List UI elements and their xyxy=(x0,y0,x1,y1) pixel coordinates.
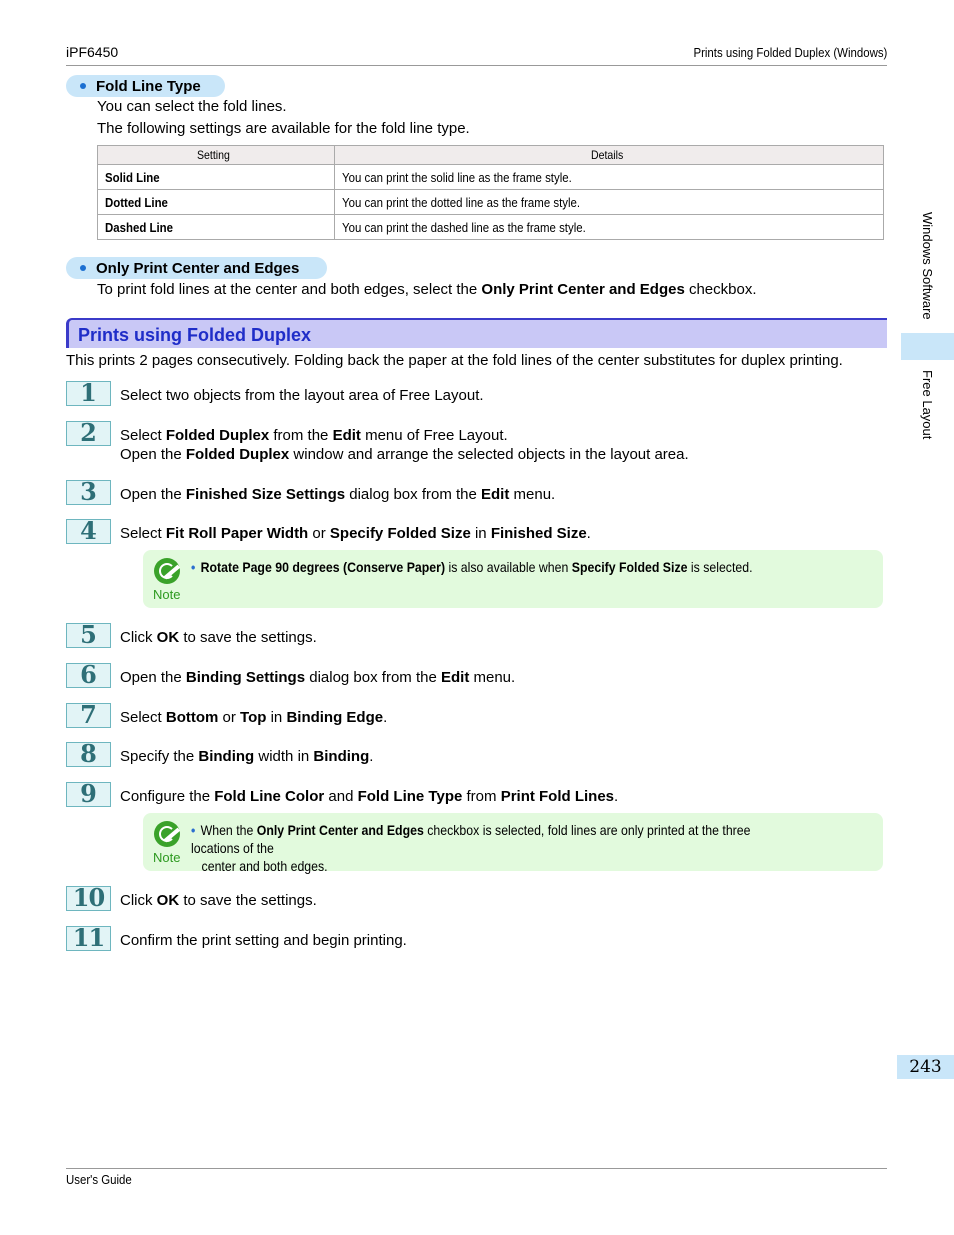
bullet-icon xyxy=(80,265,86,271)
table-row xyxy=(98,215,884,240)
fold-line-settings-table xyxy=(97,145,884,240)
table-cell-setting: Solid Line xyxy=(98,165,335,190)
step-text: Configure the Fold Line Color and Fold Line Type from Print Fold Lines. xyxy=(120,788,619,805)
step-text: Confirm the print setting and begin printing. xyxy=(120,932,407,949)
step-text: Select Folded Duplex from the Edit menu of Free Layout. Open the Folded Duplex window and arrange the selected objects in the layout area. xyxy=(120,427,689,463)
table-header-cell: Setting xyxy=(98,146,335,165)
note-pencil-icon xyxy=(154,821,180,847)
note-text: • When the Only Print Center and Edges checkbox is selected, fold lines are only printed at the three locations of the center and both edges. xyxy=(191,822,751,874)
step-text: Select Bottom or Top in Binding Edge. xyxy=(120,709,388,726)
header-divider xyxy=(66,65,887,66)
paragraph: To print fold lines at the center and both edges, select the Only Print Center and Edges checkbox. xyxy=(97,281,757,298)
bullet-icon xyxy=(80,83,86,89)
step-text: Specify the Binding width in Binding. xyxy=(120,748,374,765)
table-cell-details: You can print the dotted line as the frame style. xyxy=(335,190,884,215)
table-header-cell: Details xyxy=(335,146,884,165)
step-text: Click OK to save the settings. xyxy=(120,892,317,909)
heading-label: Fold Line Type xyxy=(96,77,201,95)
page-number: 243 xyxy=(897,1055,954,1079)
step-text: Select two objects from the layout area of Free Layout. xyxy=(120,387,484,404)
sidebar-tab-label: Windows Software xyxy=(920,212,935,320)
section-intro: This prints 2 pages consecutively. Folding back the paper at the fold lines of the center substitutes for duplex printing. xyxy=(66,352,843,369)
step-number: 5 xyxy=(66,623,111,648)
table-row xyxy=(98,190,884,215)
note-box xyxy=(143,813,883,874)
note-pencil-icon xyxy=(154,558,180,584)
table-cell-setting: Dashed Line xyxy=(98,215,335,240)
header-section-title: Prints using Folded Duplex (Windows) xyxy=(693,45,887,60)
step-text: Open the Finished Size Settings dialog box from the Edit menu. xyxy=(120,486,556,503)
table-cell-details: You can print the dashed line as the frame style. xyxy=(335,215,884,240)
step-text: Click OK to save the settings. xyxy=(120,629,317,646)
section-title: Prints using Folded Duplex xyxy=(78,325,312,345)
sidebar-tab-windows-software[interactable] xyxy=(901,180,954,330)
step-number: 6 xyxy=(66,663,111,688)
step-number: 3 xyxy=(66,480,111,505)
table-header-row xyxy=(98,146,884,165)
sidebar-tab-free-layout[interactable] xyxy=(901,362,954,452)
step-number: 1 xyxy=(66,381,111,406)
step-number: 10 xyxy=(66,886,111,911)
step-text: Open the Binding Settings dialog box from the Edit menu. xyxy=(120,669,516,686)
step-number: 11 xyxy=(66,926,111,951)
step-text: Select Fit Roll Paper Width or Specify Folded Size in Finished Size. xyxy=(120,525,591,542)
table-cell-details: You can print the solid line as the frame style. xyxy=(335,165,884,190)
center-edges-heading xyxy=(66,257,327,279)
step-number: 7 xyxy=(66,703,111,728)
sidebar-tab-label: Free Layout xyxy=(920,370,935,440)
table-cell-setting: Dotted Line xyxy=(98,190,335,215)
sidebar-tab-marker xyxy=(901,333,954,360)
step-number: 4 xyxy=(66,519,111,544)
footer-divider xyxy=(66,1168,887,1169)
step-number: 8 xyxy=(66,742,111,767)
table-row xyxy=(98,165,884,190)
note-text: • Rotate Page 90 degrees (Conserve Paper) is also available when Specify Folded Size is selected. xyxy=(191,559,753,575)
header-product: iPF6450 xyxy=(66,44,119,60)
heading-label: Only Print Center and Edges xyxy=(96,259,300,277)
fold-line-type-heading xyxy=(66,75,225,97)
paragraph: The following settings are available for the fold line type. xyxy=(97,120,470,137)
paragraph: You can select the fold lines. xyxy=(97,98,287,115)
section-heading xyxy=(66,318,887,348)
step-number: 9 xyxy=(66,782,111,807)
footer-guide-name: User's Guide xyxy=(66,1172,132,1187)
note-label: Note xyxy=(153,850,181,865)
note-label: Note xyxy=(153,587,181,602)
note-box xyxy=(143,550,883,608)
step-number: 2 xyxy=(66,421,111,446)
